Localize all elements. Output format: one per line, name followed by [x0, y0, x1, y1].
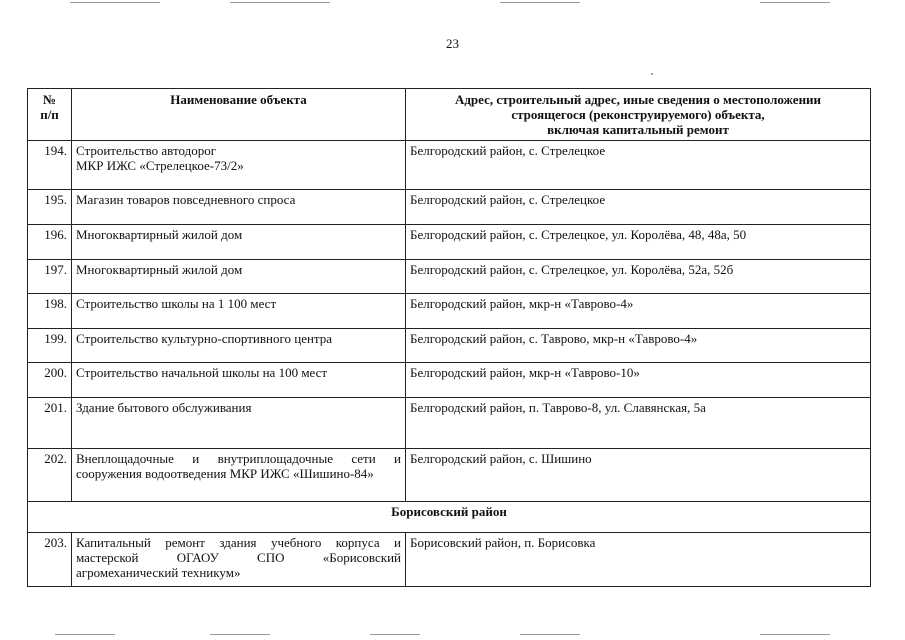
scan-artifact-bottom-2: [210, 634, 270, 635]
page-number: 23: [446, 36, 459, 51]
table-row: [28, 329, 871, 363]
header-name: Наименование объекта: [72, 89, 406, 141]
row-number: 198.: [28, 294, 72, 329]
object-address: Белгородский район, с. Стрелецкое: [406, 141, 871, 190]
object-address: Белгородский район, мкр-н «Таврово-4»: [406, 294, 871, 329]
table-row: [28, 141, 871, 190]
table-row: [28, 294, 871, 329]
table-row: [28, 449, 871, 502]
object-name-line: МКР ИЖС «Стрелецкое-73/2»: [76, 158, 244, 173]
header-address: [406, 89, 871, 141]
object-address: Борисовский район, п. Борисовка: [406, 533, 871, 587]
object-address: Белгородский район, с. Стрелецкое: [406, 190, 871, 225]
row-number: 194.: [28, 141, 72, 190]
object-name-line: Строительство автодорог: [76, 143, 217, 158]
row-number: 196.: [28, 225, 72, 260]
object-name: Внеплощадочные и внутриплощадочные сети и сооружения водоотведения МКР ИЖС «Шишино-84»: [72, 449, 406, 502]
table-row: [28, 190, 871, 225]
row-number: 200.: [28, 363, 72, 398]
table-row: [28, 533, 871, 587]
header-address-line: Адрес, строительный адрес, иные сведения о местоположении: [454, 92, 822, 107]
scan-artifact-bottom-5: [760, 634, 830, 635]
object-name: [72, 141, 406, 190]
object-name: Строительство культурно-спортивного центра: [72, 329, 406, 363]
object-name: Строительство начальной школы на 100 мест: [72, 363, 406, 398]
row-number: 199.: [28, 329, 72, 363]
table-row: [28, 398, 871, 449]
row-number: 197.: [28, 260, 72, 294]
object-address: Белгородский район, мкр-н «Таврово-10»: [406, 363, 871, 398]
table-row: [28, 260, 871, 294]
object-address: Белгородский район, с. Стрелецкое, ул. Королёва, 52а, 52б: [406, 260, 871, 294]
header-num-line: п/п: [40, 107, 59, 122]
object-name: Магазин товаров повседневного спроса: [72, 190, 406, 225]
header-address-line: строящегося (реконструируемого) объекта,: [511, 107, 765, 122]
table-header-row: [28, 89, 871, 141]
scan-artifact-top-3: [500, 2, 580, 3]
object-name: Многоквартирный жилой дом: [72, 225, 406, 260]
scan-artifact-bottom-4: [520, 634, 580, 635]
scan-artifact-top-4: [760, 2, 830, 3]
object-name: Строительство школы на 1 100 мест: [72, 294, 406, 329]
object-address: Белгородский район, с. Шишино: [406, 449, 871, 502]
row-number: 201.: [28, 398, 72, 449]
scan-artifact-bottom-3: [370, 634, 420, 635]
header-num: [28, 89, 72, 141]
row-number: 195.: [28, 190, 72, 225]
section-title: Борисовский район: [28, 502, 871, 533]
scan-artifact-bottom-1: [55, 634, 115, 635]
row-number: 203.: [28, 533, 72, 587]
table-row: [28, 225, 871, 260]
scan-speck: [651, 73, 653, 75]
header-address-line: включая капитальный ремонт: [547, 122, 729, 137]
object-address: Белгородский район, п. Таврово-8, ул. Славянская, 5а: [406, 398, 871, 449]
row-number: 202.: [28, 449, 72, 502]
section-row: [28, 502, 871, 533]
scan-artifact-top-1: [70, 2, 160, 3]
object-name: Здание бытового обслуживания: [72, 398, 406, 449]
header-num-line: №: [42, 92, 57, 107]
object-name: Многоквартирный жилой дом: [72, 260, 406, 294]
object-name: Капитальный ремонт здания учебного корпуса и мастерской ОГАОУ СПО «Борисовский агромеханический техникум»: [72, 533, 406, 587]
scan-artifact-top-2: [230, 2, 330, 3]
table-row: [28, 363, 871, 398]
objects-table: [27, 88, 871, 587]
object-address: Белгородский район, с. Стрелецкое, ул. Королёва, 48, 48а, 50: [406, 225, 871, 260]
object-address: Белгородский район, с. Таврово, мкр-н «Таврово-4»: [406, 329, 871, 363]
